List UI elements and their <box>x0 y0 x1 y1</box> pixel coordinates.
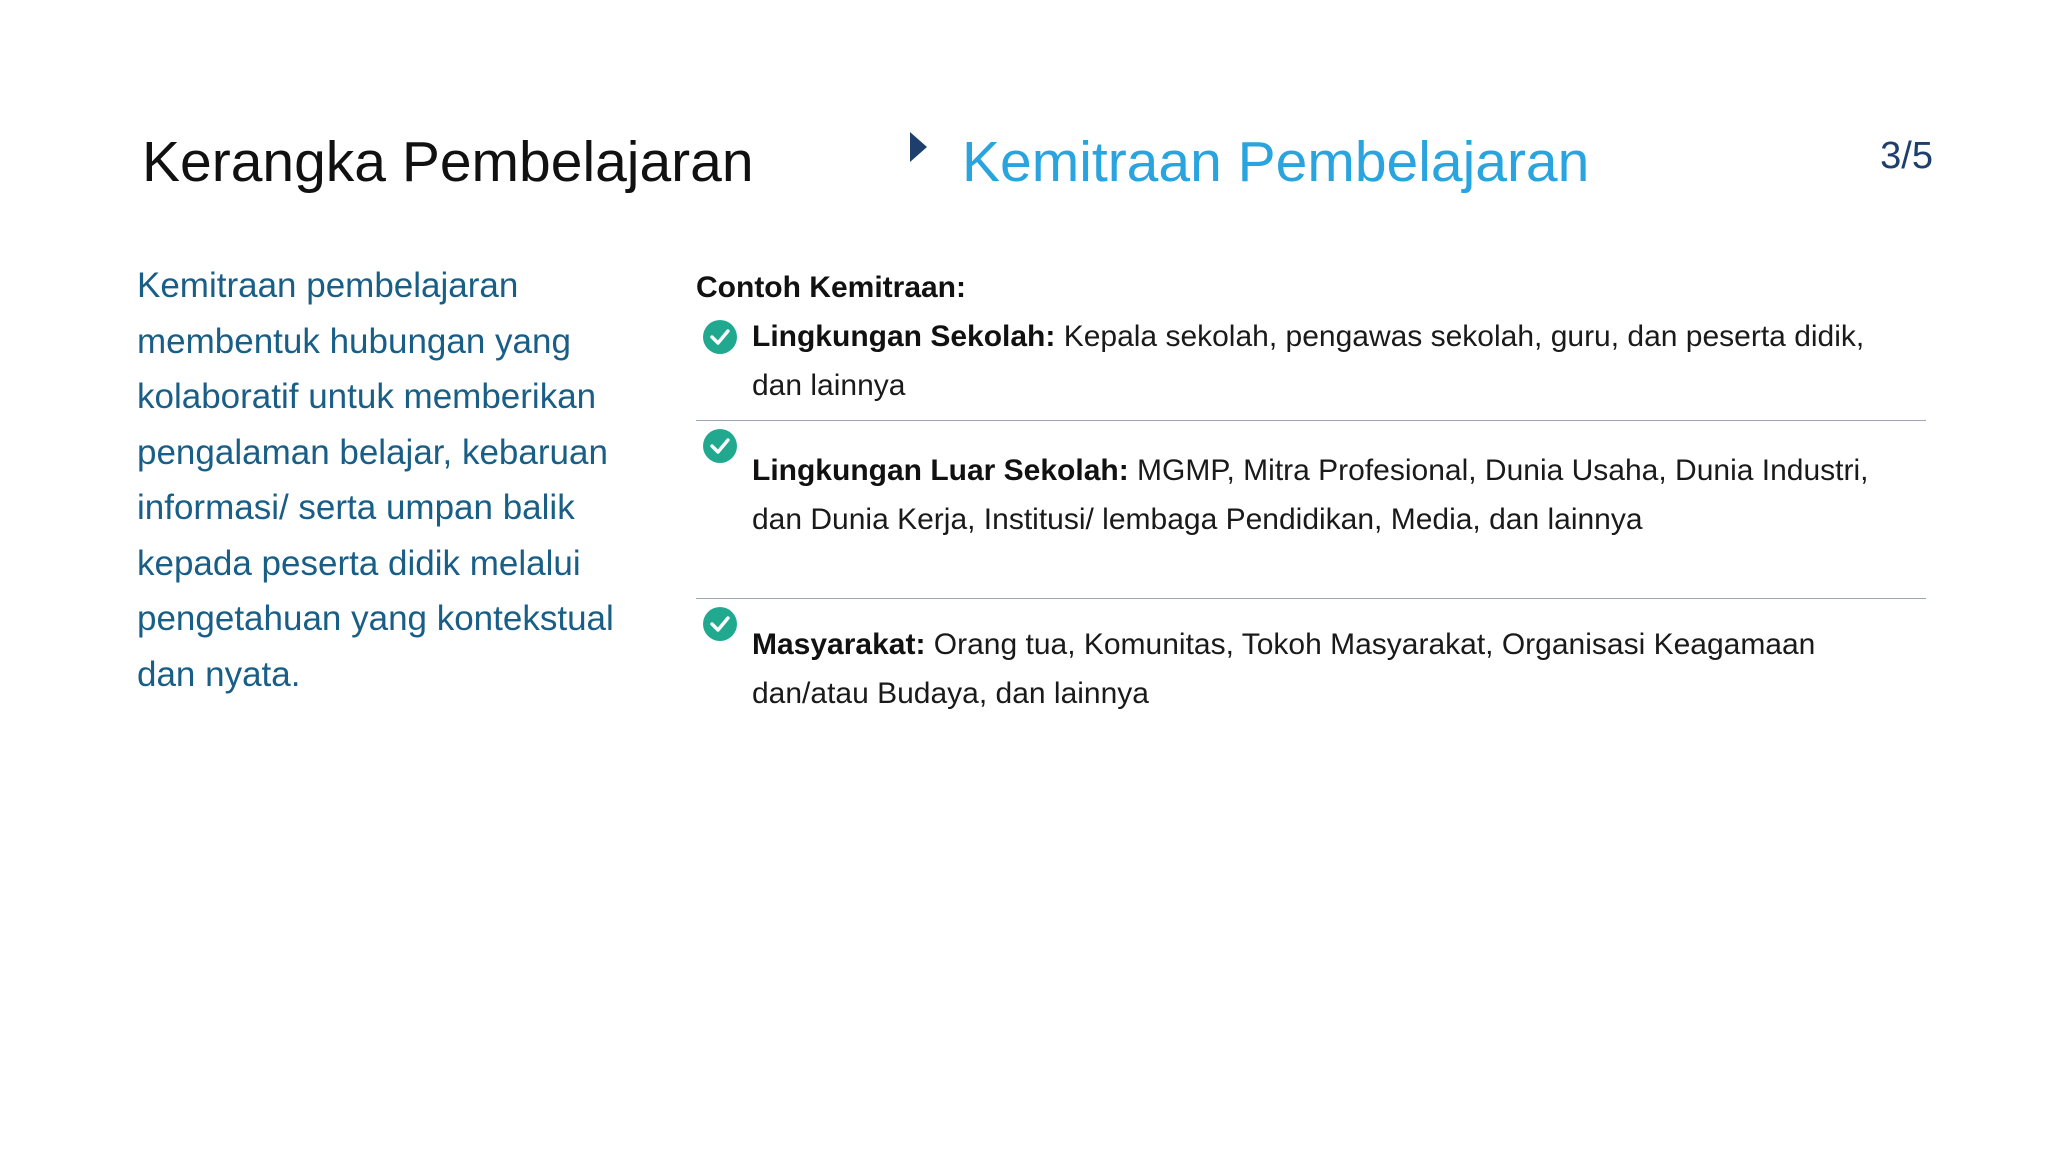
example-label: Lingkungan Sekolah: <box>752 320 1056 353</box>
check-circle-icon <box>703 320 737 354</box>
example-text: MGMP, Mitra Profesional, Dunia Usaha, Dunia Industri, dan Dunia Kerja, Institusi/ lembaga Pendidikan, Media, dan lainnya <box>752 454 1869 536</box>
example-label: Masyarakat: <box>752 628 926 661</box>
example-text: Orang tua, Komunitas, Tokoh Masyarakat, Organisasi Keagamaan dan/atau Budaya, dan lainnya <box>752 628 1816 710</box>
check-circle-icon <box>703 607 737 641</box>
triangle-right-icon <box>910 132 927 162</box>
example-label: Lingkungan Luar Sekolah: <box>752 454 1129 487</box>
slide-subtitle: Kemitraan Pembelajaran <box>962 130 1590 194</box>
example-item-school <box>696 312 1926 421</box>
examples-heading: Contoh Kemitraan: <box>696 271 966 304</box>
example-text: Kepala sekolah, pengawas sekolah, guru, dan peserta didik, dan lainnya <box>752 320 1865 402</box>
example-item-outside-school <box>696 421 1926 599</box>
check-circle-icon <box>703 429 737 463</box>
intro-paragraph: Kemitraan pembelajaran membentuk hubungan yang kolaboratif untuk memberikan pengalaman belajar, kebaruan informasi/ serta umpan balik kepada peserta didik melalui pengetahuan yang kontekstual dan nyata. <box>137 266 614 694</box>
slide-title: Kerangka Pembelajaran <box>142 130 754 194</box>
example-item-community <box>696 599 1926 718</box>
examples-section <box>696 266 1926 718</box>
page-indicator: 3/5 <box>1880 135 1933 177</box>
